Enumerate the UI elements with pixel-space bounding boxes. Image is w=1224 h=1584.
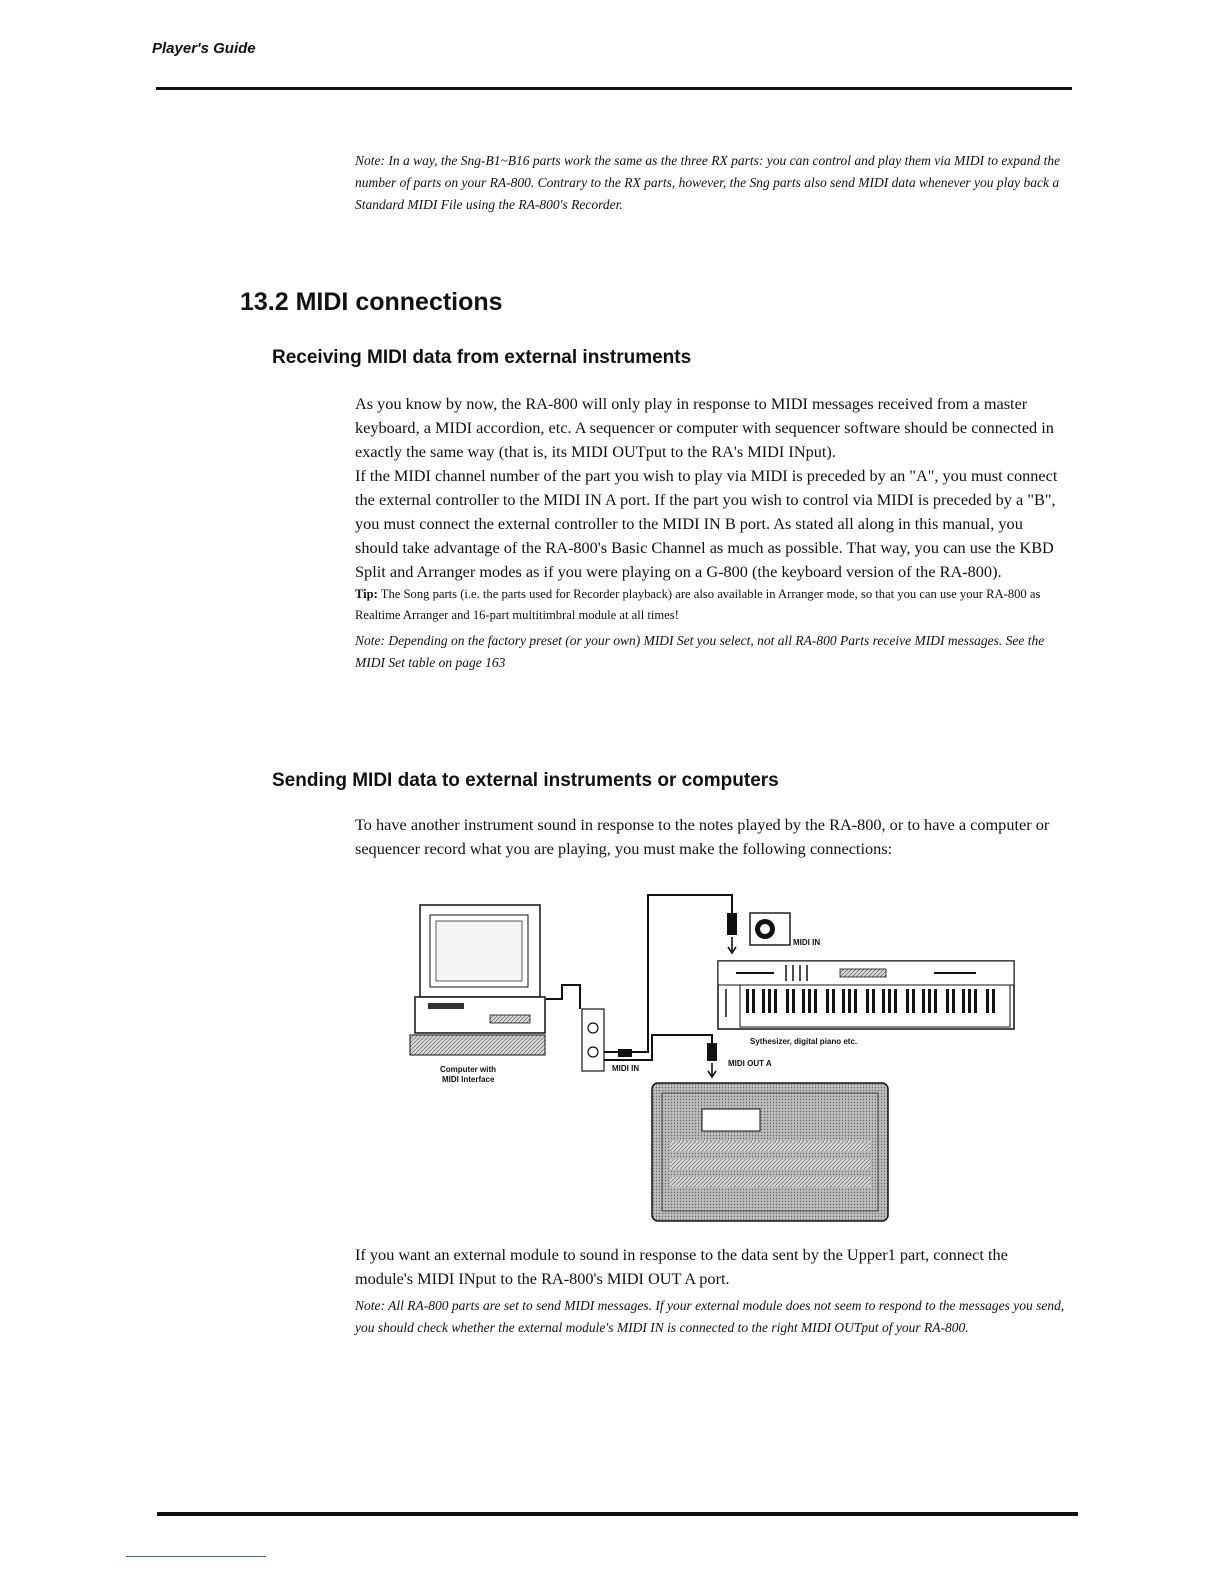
top-rule [156, 87, 1072, 90]
bottom-rule [157, 1512, 1078, 1516]
computer-illustration [410, 905, 545, 1055]
midi-out-a-label: MIDI OUT A [728, 1059, 772, 1068]
synth-midi-in-label: MIDI IN [793, 938, 821, 947]
intro-note: Note: In a way, the Sng-B1~B16 parts work the same as the three RX parts: you can control and play them via MIDI to expand the number of parts on your RA-800. Contrary to the RX parts, however, the Sng parts also send MIDI data whenever you play back a Standard MIDI File using the RA-800's Recorder. [355, 153, 1061, 212]
sending-body [355, 813, 1055, 861]
connection-diagram [400, 885, 1030, 1230]
synthesizer-illustration [718, 961, 1014, 1029]
sending-body-2 [355, 1243, 1067, 1339]
midi-plug-interface [618, 1049, 632, 1057]
ra800-module-illustration [652, 1083, 888, 1221]
sending-note: Note: All RA-800 parts are set to send MIDI messages. If your external module does not seem to respond to the messages you send, you should check whether the external module's MIDI IN is connected to the right MIDI OUTput of your RA-800. [355, 1298, 1065, 1335]
midi-in-socket-illustration [727, 913, 790, 953]
tip-text: The Song parts (i.e. the parts used for Recorder playback) are also available in Arranger mode, so that you can use your RA-800 as Realtime Arranger and 16-part multitimbral module at all times! [355, 587, 1041, 622]
sending-paragraph-1: To have another instrument sound in response to the notes played by the RA-800, or to have a computer or sequencer record what you are playing, you must make the following connections: [355, 815, 1050, 858]
midi-interface-box [582, 1009, 604, 1071]
receiving-heading: Receiving MIDI data from external instruments [272, 347, 692, 368]
midi-cables [546, 895, 732, 1060]
receiving-paragraph-1: As you know by now, the RA-800 will only play in response to MIDI messages received from a master keyboard, a MIDI accordion, etc. A sequencer or computer with sequencer software should be connected in exactly the same way (that is, its MIDI OUTput to the RA's MIDI INput). [355, 394, 1054, 461]
bottom-link-underline [126, 1556, 266, 1557]
receiving-note: Note: Depending on the factory preset (or your own) MIDI Set you select, not all RA-800 Parts receive MIDI messages. See the MIDI Set table on page 163 [355, 633, 1045, 670]
receiving-body [355, 392, 1067, 674]
midi-out-plug [707, 1043, 717, 1077]
section-title: 13.2 MIDI connections [240, 288, 503, 316]
sending-paragraph-2: If you want an external module to sound in response to the data sent by the Upper1 part, connect the module's MIDI INput to the RA-800's MIDI OUT A port. [355, 1245, 1008, 1288]
tip-label: Tip: [355, 587, 378, 601]
computer-caption-line-2: MIDI Interface [442, 1075, 495, 1084]
computer-caption-line-1: Computer with [440, 1065, 496, 1074]
synth-caption: Sythesizer, digital piano etc. [750, 1037, 858, 1046]
interface-midi-in-label: MIDI IN [612, 1064, 640, 1073]
running-head: Player's Guide [152, 40, 256, 57]
sending-heading: Sending MIDI data to external instruments or computers [272, 770, 779, 791]
receiving-paragraph-2: If the MIDI channel number of the part you wish to play via MIDI is preceded by an "A", you must connect the external controller to the MIDI IN A port. If the part you wish to control via MIDI is preceded by a "B", you must connect the external controller to the MIDI IN B port. As stated all along in this manual, you should take advantage of the RA-800's Basic Channel as much as possible. That way, you can use the KBD Split and Arranger modes as if you were playing on a G-800 (the keyboard version of the RA-800). [355, 466, 1058, 581]
tip [355, 584, 1067, 626]
